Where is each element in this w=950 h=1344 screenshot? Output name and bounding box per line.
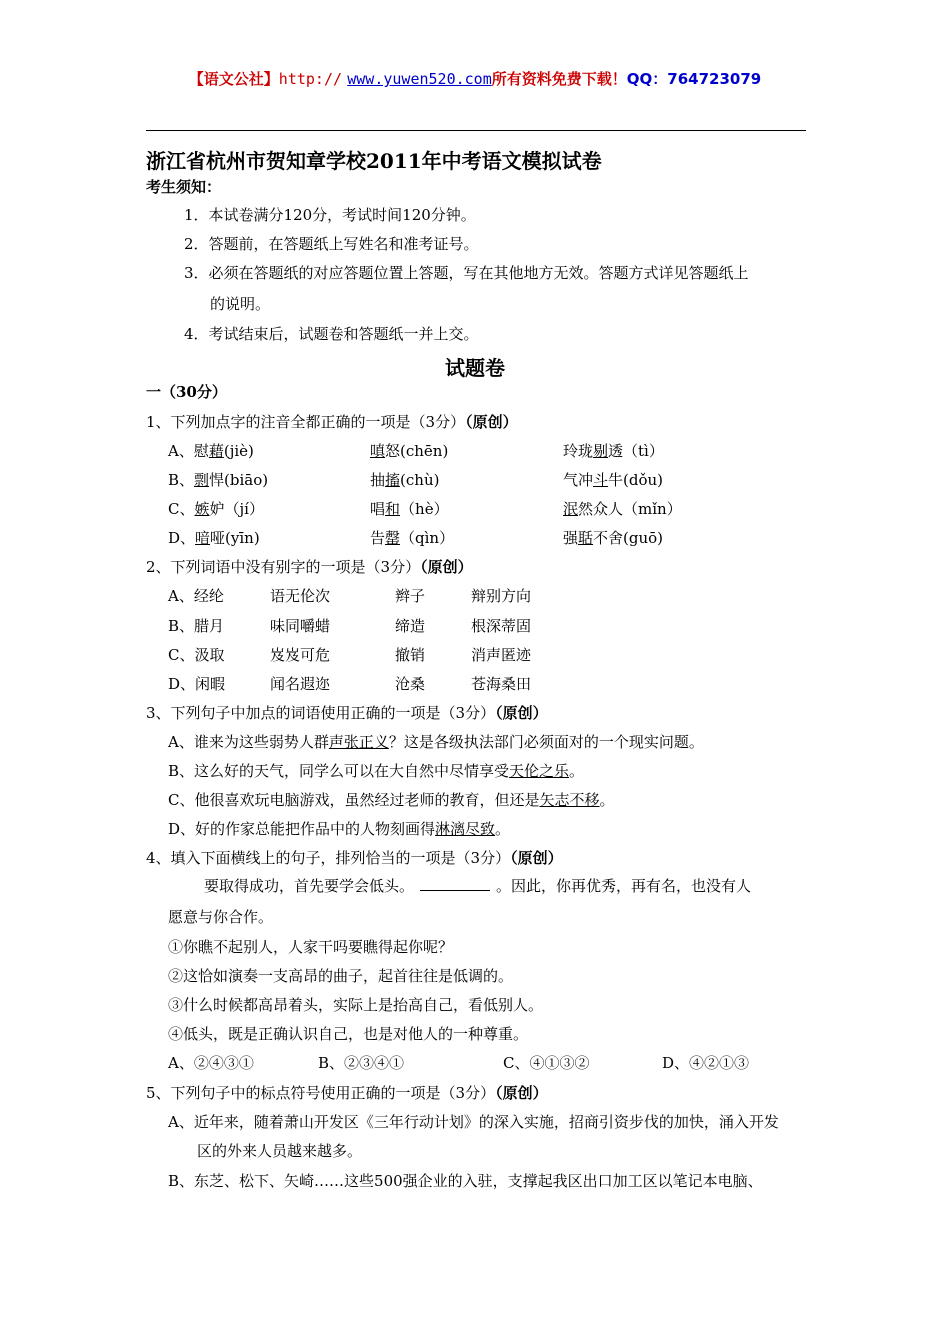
question-1-stem: 1、下列加点字的注音全都正确的一项是（3分）（原创） [146, 413, 518, 431]
dotted-character: 斗 [593, 471, 609, 489]
question-1-choice: 气冲斗牛(dǒu) [563, 471, 664, 489]
question-5-option-a-cont: 区的外来人员越来越多。 [197, 1142, 363, 1160]
fill-blank [420, 876, 490, 891]
question-2-word: 辫子 [395, 587, 426, 605]
dotted-phrase: 天伦之乐 [509, 762, 570, 780]
question-3-choice: D、好的作家总能把作品中的人物刻画得淋漓尽致。 [168, 820, 511, 838]
question-3-stem: 3、下列句子中加点的词语使用正确的一项是（3分）（原创） [146, 704, 548, 722]
question-4-option-b: B、②③④① [318, 1054, 405, 1072]
question-4-item: ④低头，既是正确认识自己，也是对他人的一种尊重。 [168, 1025, 529, 1043]
notice-item: 3．必须在答题纸的对应答题位置上答题，写在其他地方无效。答题方式详见答题纸上 [184, 264, 749, 282]
question-4-stem: 4、填入下面横线上的句子，排列恰当的一项是（3分）（原创） [146, 849, 563, 867]
question-1-choice: 告罄（qìn） [370, 529, 455, 547]
question-1-choice: 嗔怒(chēn) [370, 442, 449, 460]
question-2-word: 闻名遐迩 [270, 675, 331, 693]
question-4-option-d: D、④②①③ [662, 1054, 750, 1072]
question-2-word: 辩别方向 [471, 587, 532, 605]
question-5-option-a: A、近年来，随着萧山开发区《三年行动计划》的深入实施，招商引资步伐的加快，涌入开发 [168, 1113, 779, 1131]
question-3-choice: A、谁来为这些弱势人群声张正义？这是各级执法部门必须面对的一个现实问题。 [168, 733, 704, 751]
question-2-word: 味同嚼蜡 [270, 617, 331, 635]
question-1-choice: A、慰藉(jiè) [168, 442, 254, 460]
question-1-choice: 抽搐(chù) [370, 471, 440, 489]
dotted-character: 搐 [385, 471, 401, 489]
header-tagline: 所有资料免费下载！ [491, 70, 627, 88]
notice-heading: 考生须知： [146, 178, 222, 196]
header-http: http:// [278, 70, 343, 88]
question-2-word: B、腊月 [168, 617, 225, 635]
question-2-word: 缔造 [395, 617, 426, 635]
question-4-item: ③什么时候都高昂着头，实际上是抬高自己，看低别人。 [168, 996, 544, 1014]
notice-item: 1．本试卷满分120分，考试时间120分钟。 [184, 206, 476, 224]
question-1-choice: 唱和（hè） [370, 500, 449, 518]
question-2-word: 语无伦次 [270, 587, 331, 605]
dotted-character: 嫉 [194, 500, 210, 518]
dotted-character: 嗔 [370, 442, 386, 460]
notice-item: 2．答题前，在答题纸上写姓名和准考证号。 [184, 235, 479, 253]
question-1-choice: C、嫉妒（jí） [168, 500, 264, 518]
question-4-passage: 要取得成功，首先要学会低头。 。因此，你再优秀，再有名，也没有人 [204, 877, 752, 895]
header-qq: QQ：764723079 [626, 70, 762, 88]
question-1-choice: 泯然众人（mǐn） [563, 500, 682, 518]
question-2-word: C、汲取 [168, 646, 225, 664]
header-url-link[interactable]: www.yuwen520.com [347, 70, 492, 88]
question-2-word: A、经纶 [168, 587, 224, 605]
dotted-phrase: 矢志不移 [539, 791, 600, 809]
question-4-passage-end: 愿意与你合作。 [168, 908, 274, 926]
question-2-word: D、闲暇 [168, 675, 226, 693]
question-3-choice: C、他很喜欢玩电脑游戏，虽然经过老师的教育，但还是矢志不移。 [168, 791, 615, 809]
question-2-word: 岌岌可危 [270, 646, 331, 664]
question-4-item: ①你瞧不起别人，人家干吗要瞧得起你呢？ [168, 938, 454, 956]
question-2-word: 苍海桑田 [471, 675, 532, 693]
question-4-item: ②这恰如演奏一支高昂的曲子，起首往往是低调的。 [168, 967, 514, 985]
question-4-option-a: A、②④③① [168, 1054, 254, 1072]
dotted-character: 藉 [208, 442, 224, 460]
question-2-word: 消声匿迹 [471, 646, 532, 664]
dotted-character: 剔 [593, 442, 609, 460]
question-1-choice: B、剽悍(biāo) [168, 471, 269, 489]
question-5-stem: 5、下列句子中的标点符号使用正确的一项是（3分）（原创） [146, 1084, 548, 1102]
question-2-word: 沧桑 [395, 675, 426, 693]
site-header [0, 68, 950, 89]
question-1-choice: D、喑哑(yīn) [168, 529, 260, 547]
dotted-character: 剽 [194, 471, 210, 489]
dotted-phrase: 声张正义 [328, 733, 389, 751]
question-2-stem: 2、下列词语中没有别字的一项是（3分）（原创） [146, 558, 473, 576]
dotted-phrase: 淋漓尽致 [435, 820, 496, 838]
question-4-option-c: C、④①③② [503, 1054, 590, 1072]
header-bracket: 【语文公社】 [188, 70, 279, 88]
dotted-character: 泯 [563, 500, 579, 518]
dotted-character: 和 [385, 500, 401, 518]
question-5-option-b: B、东芝、松下、矢崎……这些500强企业的入驻，支撑起我区出口加工区以笔记本电脑、 [168, 1172, 763, 1190]
question-3-choice: B、这么好的天气，同学么可以在大自然中尽情享受天伦之乐。 [168, 762, 585, 780]
dotted-character: 喑 [195, 529, 211, 547]
question-2-word: 撤销 [395, 646, 426, 664]
dotted-character: 聒 [578, 529, 594, 547]
part-heading: 一（30分） [146, 383, 227, 401]
question-1-choice: 玲珑剔透（tì） [563, 442, 664, 460]
section-title: 试题卷 [445, 356, 505, 380]
notice-item: 的说明。 [210, 295, 271, 313]
document-title: 浙江省杭州市贺知章学校2011年中考语文模拟试卷 [146, 149, 602, 173]
header-divider [146, 130, 806, 131]
question-1-choice: 强聒不舍(guō) [563, 529, 664, 547]
dotted-character: 罄 [385, 529, 401, 547]
question-2-word: 根深蒂固 [471, 617, 532, 635]
notice-item: 4．考试结束后，试题卷和答题纸一并上交。 [184, 325, 479, 343]
